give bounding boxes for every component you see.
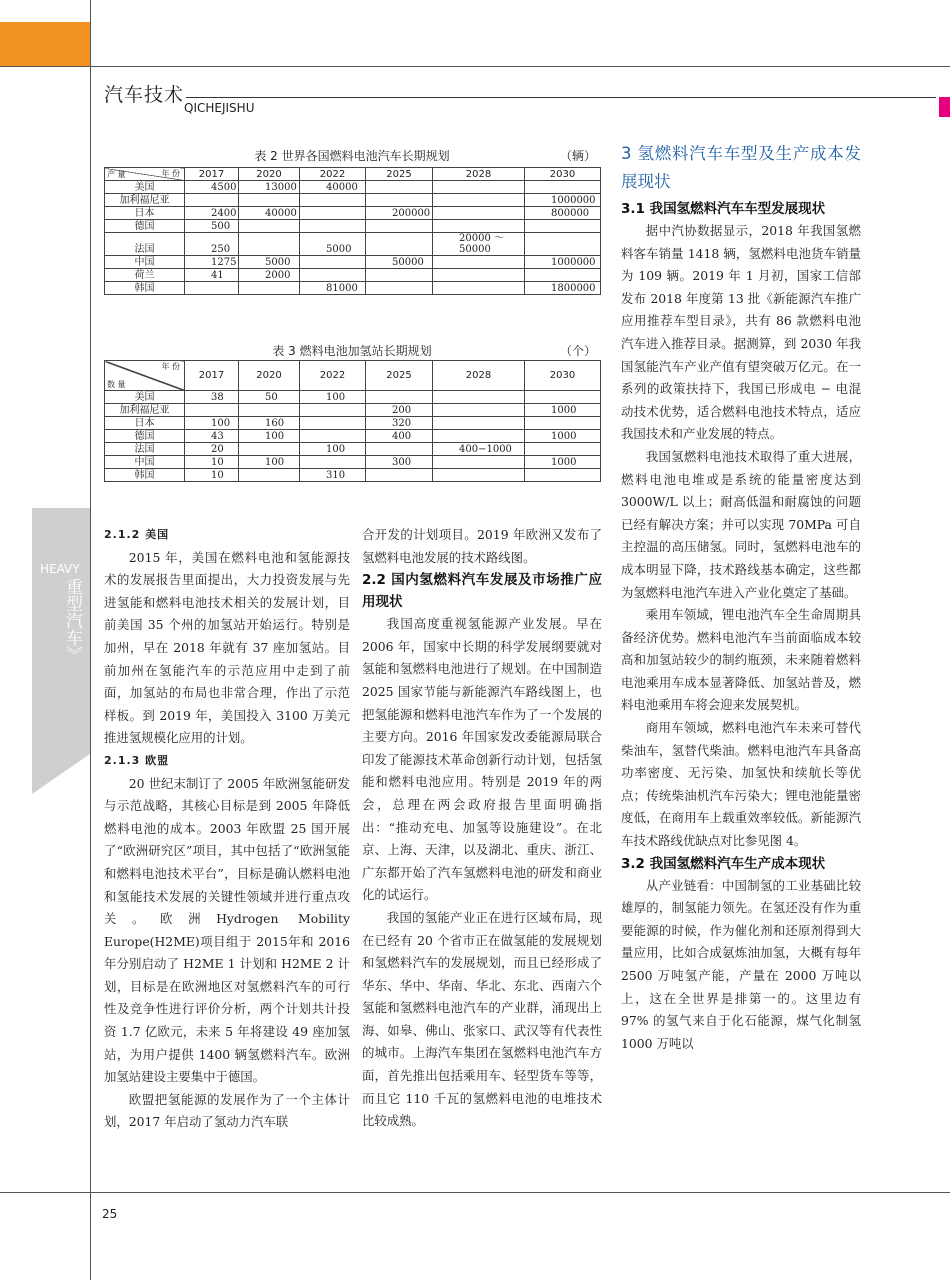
country-cell: 美国 [105, 181, 185, 194]
value-cell: 4500 [185, 181, 239, 194]
value-cell: 100 [300, 443, 366, 456]
value-cell [433, 269, 525, 282]
table2-corner-header: 年 份 产 量 [105, 168, 185, 181]
text-column-3 [621, 140, 861, 1055]
value-cell: 5000 [300, 233, 366, 256]
value-cell [433, 417, 525, 430]
value-cell [300, 417, 366, 430]
value-cell [433, 404, 525, 417]
value-cell [300, 456, 366, 469]
value-cell [300, 194, 366, 207]
value-cell: 5000 [239, 256, 300, 269]
country-cell: 德国 [105, 430, 185, 443]
value-cell: 20000 ～ 50000 [433, 233, 525, 256]
country-cell: 法国 [105, 233, 185, 256]
paragraph-3-1-c: 乘用车领域，锂电池汽车全生命周期具备经济优势。燃料电池汽车当前面临成本较高和加氢站较少的制约瓶颈，未来随着燃料电池乘用车成本显著降低、加氢站普及，燃料电池乘用车将会迎来发展契机。 [621, 607, 861, 713]
value-cell [300, 404, 366, 417]
country-cell: 日本 [105, 207, 185, 220]
value-cell: 1800000 [525, 282, 601, 295]
value-cell: 500 [185, 220, 239, 233]
value-cell [185, 194, 239, 207]
table3-year-header: 2025 [366, 361, 433, 391]
text-column-1 [104, 524, 350, 1134]
table2-year-header: 2022 [300, 168, 366, 181]
value-cell: 40000 [239, 207, 300, 220]
table2-row [105, 220, 601, 233]
table3-year-header: 2022 [300, 361, 366, 391]
country-cell: 日本 [105, 417, 185, 430]
value-cell [433, 430, 525, 443]
table3-row [105, 404, 601, 417]
value-cell [185, 404, 239, 417]
table3-row [105, 456, 601, 469]
value-cell: 800000 [525, 207, 601, 220]
table2-year-header: 2020 [239, 168, 300, 181]
value-cell [433, 220, 525, 233]
paragraph-us: 2015 年，美国在燃料电池和氢能源技术的发展报告里面提出，大力投资发展与先进氢能和燃料电池技术相关的发展计划，目前美国 35 个州的加氢站开始运行。特别是加州，早在 2018 年就有 37 座加氢站。目前加州在氢能汽车的示范应用中走到了前面，加氢站的布局也非常合理，作出了示范样板。到 2019 年，美国投入 3100 万美元推进氢规模化应用的计划。 [104, 549, 350, 746]
value-cell: 10 [185, 469, 239, 482]
value-cell [300, 207, 366, 220]
table2-row [105, 194, 601, 207]
table3-year-header: 2028 [433, 361, 525, 391]
country-cell: 韩国 [105, 282, 185, 295]
value-cell: 1000 [525, 430, 601, 443]
value-cell: 2000 [239, 269, 300, 282]
value-cell: 13000 [239, 181, 300, 194]
country-cell: 中国 [105, 256, 185, 269]
value-cell [525, 233, 601, 256]
value-cell [300, 269, 366, 282]
value-cell [366, 233, 433, 256]
value-cell: 38 [185, 391, 239, 404]
table2-row [105, 233, 601, 256]
value-cell [366, 282, 433, 295]
table3-unit: （个） [559, 344, 596, 358]
journal-pinyin: QICHEJISHU [184, 101, 255, 115]
side-tab-zh: 重型汽车》 [62, 578, 82, 663]
value-cell [433, 194, 525, 207]
table2-unit: （辆） [559, 149, 596, 163]
table2-row [105, 256, 601, 269]
country-cell: 加利福尼亚 [105, 404, 185, 417]
bottom-rule [0, 1192, 950, 1193]
section-heading-eu: 2.1.3 欧盟 [104, 753, 170, 767]
value-cell [525, 181, 601, 194]
value-cell [366, 391, 433, 404]
value-cell: 310 [300, 469, 366, 482]
value-cell: 200 [366, 404, 433, 417]
table2-row [105, 181, 601, 194]
value-cell: 100 [239, 456, 300, 469]
value-cell: 2400 [185, 207, 239, 220]
value-cell [185, 282, 239, 295]
table2 [104, 167, 601, 295]
paragraph-3-1-d: 商用车领域，燃料电池汽车未来可替代柴油车，氢替代柴油。燃料电池汽车具备高功率密度、无污染、加氢快和续航长等优点；传统柴油机汽车污染大；锂电池能量密度低，在商用车上载重效率较低。新能源汽车技术路线优缺点对比参见图 4。 [621, 720, 861, 849]
value-cell: 100 [300, 391, 366, 404]
value-cell: 400 [366, 430, 433, 443]
paragraph-china-2: 我国的氢能产业正在进行区域布局，现在已经有 20 个省市正在做氢能的发展规划和氢燃料汽车的发展规划，而且已经形成了华东、华中、华南、华北、东北、西南六个氢能和氢燃料电池汽车的产业群，涌现出上海、如皋、佛山、张家口、武汉等有代表性的城市。上海汽车集团在氢燃料电池汽车方面，首先推出包括乘用车、轻型货车等等，而且它 110 千瓦的氢燃料电池的电堆技术比较成熟。 [362, 909, 602, 1129]
table3-row [105, 417, 601, 430]
value-cell: 43 [185, 430, 239, 443]
table3-row [105, 443, 601, 456]
value-cell [300, 256, 366, 269]
table3-row [105, 469, 601, 482]
country-cell: 中国 [105, 456, 185, 469]
value-cell [366, 469, 433, 482]
value-cell [239, 469, 300, 482]
value-cell: 320 [366, 417, 433, 430]
value-cell [366, 220, 433, 233]
table3-row [105, 391, 601, 404]
paragraph-eu-continued: 合开发的计划项目。2019 年欧洲又发布了氢燃料电池发展的技术路线图。 [362, 527, 602, 565]
value-cell [300, 430, 366, 443]
header-rule [186, 97, 936, 98]
text-column-2 [362, 524, 602, 1133]
paragraph-3-1-a: 据中汽协数据显示，2018 年我国氢燃料客车销量 1418 辆，氢燃料电池货车销量为 109 辆。2019 年 1 月初，国家工信部发布 2018 年度第 13 批《新能源汽车推广应用推荐车型目录》，共有 86 款燃料电池汽车进入推荐目录。据测算，到 2030 年我国氢能汽车产业产值有望突破万亿元。在一系列的政策扶持下，我国已形成电 − 电混动技术优势，适合燃料电池技术特点，适应我国技术和产业发展的特点。 [621, 223, 861, 442]
value-cell: 50000 [366, 256, 433, 269]
table2-year-header: 2030 [525, 168, 601, 181]
value-cell [239, 404, 300, 417]
value-cell [525, 443, 601, 456]
table2-row [105, 282, 601, 295]
table3-year-header: 2017 [185, 361, 239, 391]
country-cell: 荷兰 [105, 269, 185, 282]
paragraph-3-1-b: 我国氢燃料电池技术取得了重大进展，燃料电池电堆或是系统的能量密度达到 3000W/L 以上；耐高低温和耐腐蚀的问题已经有解决方案；并可以实现 70MPa 可自主控温的高压储氢。同时，氢燃料电池车的成本明显下降，技术路线基本确定，这些都为氢燃料电池汽车进入产业化奠定了基础。 [621, 448, 861, 600]
paragraph-eu-2: 欧盟把氢能源的发展作为了一个主体计划，2017 年启动了氢动力汽车联 [104, 1091, 350, 1130]
value-cell: 1000000 [525, 194, 601, 207]
value-cell: 160 [239, 417, 300, 430]
table2-year-header: 2025 [366, 168, 433, 181]
journal-title: 汽车技术 [104, 84, 185, 106]
table2-row [105, 207, 601, 220]
orange-corner-tab [0, 22, 90, 66]
value-cell [433, 181, 525, 194]
value-cell [525, 417, 601, 430]
value-cell [433, 456, 525, 469]
value-cell: 41 [185, 269, 239, 282]
table2-row [105, 269, 601, 282]
value-cell: 100 [185, 417, 239, 430]
value-cell [366, 181, 433, 194]
value-cell: 1000 [525, 456, 601, 469]
value-cell [366, 443, 433, 456]
value-cell [433, 282, 525, 295]
value-cell: 400−1000 [433, 443, 525, 456]
value-cell [525, 220, 601, 233]
value-cell: 10 [185, 456, 239, 469]
value-cell: 1275 [185, 256, 239, 269]
table3 [104, 360, 601, 482]
country-cell: 美国 [105, 391, 185, 404]
section-heading-us: 2.1.2 美国 [104, 528, 170, 541]
value-cell: 81000 [300, 282, 366, 295]
value-cell [525, 469, 601, 482]
value-cell [433, 391, 525, 404]
page-number: 25 [102, 1207, 118, 1221]
table3-row [105, 430, 601, 443]
value-cell [239, 282, 300, 295]
value-cell: 1000 [525, 404, 601, 417]
value-cell [433, 207, 525, 220]
table3-year-header: 2020 [239, 361, 300, 391]
value-cell [433, 256, 525, 269]
value-cell: 40000 [300, 181, 366, 194]
value-cell: 200000 [366, 207, 433, 220]
value-cell [525, 269, 601, 282]
value-cell [239, 220, 300, 233]
country-cell: 韩国 [105, 469, 185, 482]
value-cell [366, 194, 433, 207]
country-cell: 加利福尼亚 [105, 194, 185, 207]
value-cell [525, 391, 601, 404]
section-heading-3-2: 3.2 我国氢燃料汽车生产成本现状 [621, 855, 826, 872]
section-heading-3: 3 氢燃料汽车车型及生产成本发展现状 [621, 144, 861, 191]
top-rule [0, 66, 950, 67]
value-cell [433, 469, 525, 482]
value-cell [300, 220, 366, 233]
country-cell: 德国 [105, 220, 185, 233]
value-cell [366, 269, 433, 282]
table2-caption: 表 2 世界各国燃料电池汽车长期规划 [254, 149, 450, 163]
table3-corner-header: 年 份 数 量 [105, 361, 185, 391]
table2-year-header: 2028 [433, 168, 525, 181]
value-cell: 300 [366, 456, 433, 469]
edge-marker [939, 97, 950, 117]
value-cell: 250 [185, 233, 239, 256]
value-cell: 100 [239, 430, 300, 443]
paragraph-eu-1: 20 世纪末制订了 2005 年欧洲氢能研发与示范战略，其核心目标是到 2005 年降低燃料电池的成本。2003 年欧盟 25 国开展了“欧洲研究区”项目，其中包括了“欧洲氢能和燃料电池技术平台”，目标是确认燃料电池和氢能技术发展的关键性领域并进行重点攻关。欧洲Hydrogen Mobility Europe(H2ME)项目组于 2015年和 2016年分别启动了 H2ME 1 计划和 H2ME 2 计划，目标是在欧洲地区对氢燃料汽车的可行性及竞争性进行评价分析，两个计划共计投资 1.7 亿欧元，未来 5 年将建设 49 座加氢站，为用户提供 1400 辆氢燃料汽车。欧洲加氢站建设主要集中于德国。 [104, 775, 350, 1085]
margin-line [90, 0, 91, 1280]
value-cell: 1000000 [525, 256, 601, 269]
table3-year-header: 2030 [525, 361, 601, 391]
value-cell [239, 443, 300, 456]
table2-year-header: 2017 [185, 168, 239, 181]
value-cell: 50 [239, 391, 300, 404]
value-cell [239, 233, 300, 256]
value-cell [239, 194, 300, 207]
section-heading-china: 2.2 国内氢燃料汽车发展及市场推广应用现状 [362, 572, 602, 611]
side-tab-en: HEAVY [40, 562, 80, 576]
section-heading-3-1: 3.1 我国氢燃料汽车车型发展现状 [621, 201, 826, 217]
country-cell: 法国 [105, 443, 185, 456]
table3-caption: 表 3 燃料电池加氢站长期规划 [272, 344, 432, 358]
paragraph-china-1: 我国高度重视氢能源产业发展。早在 2006 年，国家中长期的科学发展纲要就对氢能和氢燃料电池进行了规划。在中国制造 2025 国家节能与新能源汽车路线图上，也把氢能源和燃料电池汽车作为了一个发展的主要方向。2016 年国家发改委能源局联合印发了能源技术革命创新行动计划，包括氢能和燃料电池应用。特别是 2019 年的两会，总理在两会政府报告里面明确指出：“推动充电、加氢等设施建设”。在北京、上海、天津，以及湖北、重庆、浙江、广东都开始了汽车氢燃料电池的研发和商业化的试运行。 [362, 616, 602, 903]
paragraph-3-2-a: 从产业链看：中国制氢的工业基础比较雄厚的，制氢能力领先。在氢还没有作为重要能源的时候，作为催化剂和还原剂得到大量应用，比如合成氨炼油加氢，大概有每年 2500 万吨氢产能，产量在 2000 万吨以上，这在全世界是排第一的。这里边有 97% 的氢气来自于化石能源，煤气化制氢 1000 万吨以 [621, 877, 861, 1051]
value-cell: 20 [185, 443, 239, 456]
